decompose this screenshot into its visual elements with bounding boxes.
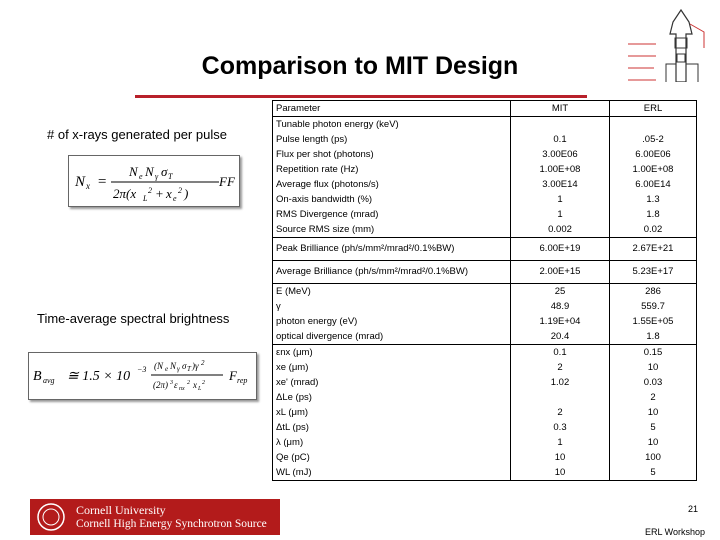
svg-text:e: e — [173, 194, 177, 203]
erl-value-cell: 10 — [610, 360, 697, 375]
table-row — [273, 238, 697, 261]
table-row — [273, 299, 697, 314]
svg-text:L: L — [143, 194, 148, 203]
mit-value-cell: 6.00E+19 — [511, 238, 610, 261]
svg-text:(N: (N — [154, 361, 163, 371]
svg-text:3: 3 — [170, 380, 173, 386]
erl-value-cell: 2 — [610, 390, 697, 405]
table-row — [273, 345, 697, 361]
svg-text:FF: FF — [219, 174, 235, 189]
parameter-cell: Tunable photon energy (keV) — [273, 117, 511, 133]
table-row — [273, 284, 697, 300]
erl-value-cell: 5.23E+17 — [610, 261, 697, 284]
mit-value-cell — [511, 390, 610, 405]
parameter-cell: Average Brilliance (ph/s/mm²/mrad²/0.1%BW) — [273, 261, 511, 284]
table-row — [273, 261, 697, 284]
erl-value-cell: 6.00E14 — [610, 177, 697, 192]
mit-value-cell: 1 — [511, 192, 610, 207]
parameter-cell: xe (μm) — [273, 360, 511, 375]
svg-text:=: = — [97, 174, 108, 190]
svg-text:B: B — [33, 369, 42, 384]
slide-title: Comparison to MIT Design — [201, 52, 519, 80]
svg-text:N: N — [145, 164, 154, 179]
svg-text:2: 2 — [148, 186, 152, 195]
svg-text:γ: γ — [155, 172, 159, 181]
parameter-cell: Source RMS size (mm) — [273, 222, 511, 238]
erl-value-cell: 1.3 — [610, 192, 697, 207]
table-row — [273, 177, 697, 192]
svg-text:x: x — [86, 181, 90, 191]
erl-value-cell: 1.8 — [610, 329, 697, 345]
mit-value-cell: 1 — [511, 207, 610, 222]
erl-value-cell: 0.02 — [610, 222, 697, 238]
erl-value-cell: 559.7 — [610, 299, 697, 314]
svg-text:2π(x: 2π(x — [113, 186, 137, 201]
parameter-cell: Average flux (photons/s) — [273, 177, 511, 192]
parameter-cell: E (MeV) — [273, 284, 511, 300]
mit-value-cell: 0.1 — [511, 345, 610, 361]
svg-text:N: N — [170, 361, 177, 371]
parameter-cell: On-axis bandwidth (%) — [273, 192, 511, 207]
svg-text:T: T — [187, 365, 191, 373]
table-row — [273, 329, 697, 345]
svg-text:2: 2 — [201, 359, 205, 367]
svg-text:N: N — [75, 174, 86, 190]
cornell-logo — [30, 499, 280, 535]
table-row — [273, 420, 697, 435]
table-row — [273, 375, 697, 390]
table-row — [273, 435, 697, 450]
mit-value-cell: 1.02 — [511, 375, 610, 390]
svg-text:e: e — [139, 172, 143, 181]
erl-value-cell: 1.00E+08 — [610, 162, 697, 177]
logo-line1: Cornell University — [76, 503, 166, 517]
erl-value-cell — [610, 117, 697, 133]
table-row — [273, 450, 697, 465]
svg-text:x: x — [166, 186, 172, 201]
svg-text:(2π): (2π) — [153, 380, 169, 390]
svg-text:σ: σ — [161, 164, 168, 179]
svg-text:): ) — [184, 186, 189, 201]
clock-tower-icon — [626, 4, 708, 82]
erl-value-cell: 0.15 — [610, 345, 697, 361]
svg-text:N: N — [129, 164, 138, 179]
mit-value-cell: 0.002 — [511, 222, 610, 238]
svg-text:avg: avg — [43, 376, 55, 385]
svg-text:T: T — [168, 172, 173, 181]
table-row — [273, 465, 697, 481]
erl-value-cell: 6.00E06 — [610, 147, 697, 162]
erl-value-cell: 5 — [610, 465, 697, 481]
erl-value-cell: 10 — [610, 435, 697, 450]
parameter-cell: Pulse length (ps) — [273, 132, 511, 147]
parameter-cell: xe' (mrad) — [273, 375, 511, 390]
mit-value-cell: 2 — [511, 360, 610, 375]
erl-value-cell: 2.67E+21 — [610, 238, 697, 261]
mit-value-cell: 3.00E06 — [511, 147, 610, 162]
erl-value-cell: 286 — [610, 284, 697, 300]
xray-count-formula — [68, 155, 240, 207]
mit-value-cell: 48.9 — [511, 299, 610, 314]
mit-value-cell: 1 — [511, 435, 610, 450]
erl-value-cell: .05-2 — [610, 132, 697, 147]
svg-text:+: + — [155, 186, 164, 201]
table-row — [273, 405, 697, 420]
erl-value-cell: 100 — [610, 450, 697, 465]
parameter-cell: xL (μm) — [273, 405, 511, 420]
parameter-cell: Peak Brilliance (ph/s/mm²/mrad²/0.1%BW) — [273, 238, 511, 261]
svg-text:L: L — [198, 386, 202, 392]
parameter-cell: Flux per shot (photons) — [273, 147, 511, 162]
mit-value-cell — [511, 117, 610, 133]
slide-number: 21 — [688, 504, 699, 514]
svg-text:)γ: )γ — [192, 361, 199, 371]
mit-value-cell: MIT — [511, 101, 610, 117]
erl-value-cell: 5 — [610, 420, 697, 435]
erl-value-cell: 0.03 — [610, 375, 697, 390]
parameter-cell: ΔLe (ps) — [273, 390, 511, 405]
mit-value-cell: 10 — [511, 465, 610, 481]
table-row — [273, 360, 697, 375]
parameter-cell: Qe (pC) — [273, 450, 511, 465]
table-row — [273, 207, 697, 222]
comparison-table — [272, 100, 697, 481]
parameter-cell: RMS Divergence (mrad) — [273, 207, 511, 222]
svg-text:nx: nx — [179, 386, 185, 392]
brightness-label: Time-average spectral brightness — [37, 311, 230, 326]
table-row — [273, 314, 697, 329]
parameter-cell: λ (μm) — [273, 435, 511, 450]
erl-value-cell: 10 — [610, 405, 697, 420]
workshop-label: ERL Workshop — [645, 527, 706, 537]
svg-text:2: 2 — [202, 380, 205, 386]
mit-value-cell: 10 — [511, 450, 610, 465]
mit-value-cell: 1.19E+04 — [511, 314, 610, 329]
svg-text:e: e — [165, 365, 169, 373]
mit-value-cell: 0.1 — [511, 132, 610, 147]
svg-text:rep: rep — [237, 376, 248, 385]
svg-text:ε: ε — [174, 380, 178, 390]
svg-text:F: F — [229, 368, 237, 383]
parameter-cell: ΔtL (ps) — [273, 420, 511, 435]
cornell-seal-icon — [36, 502, 66, 532]
parameter-cell: optical divergence (mrad) — [273, 329, 511, 345]
svg-text:−3: −3 — [137, 365, 147, 374]
table-row — [273, 162, 697, 177]
svg-text:2: 2 — [187, 380, 190, 386]
svg-text:x: x — [193, 380, 197, 390]
erl-value-cell: ERL — [610, 101, 697, 117]
logo-line2: Cornell High Energy Synchrotron Source — [76, 518, 267, 530]
erl-value-cell: 1.8 — [610, 207, 697, 222]
table-row — [273, 390, 697, 405]
mit-value-cell: 20.4 — [511, 329, 610, 345]
table-row — [273, 147, 697, 162]
parameter-cell: γ — [273, 299, 511, 314]
mit-value-cell: 2 — [511, 405, 610, 420]
mit-value-cell: 1.00E+08 — [511, 162, 610, 177]
erl-value-cell: 1.55E+05 — [610, 314, 697, 329]
table-row — [273, 101, 697, 117]
parameter-cell: WL (mJ) — [273, 465, 511, 481]
mit-value-cell: 2.00E+15 — [511, 261, 610, 284]
svg-text:2: 2 — [178, 186, 182, 195]
mit-value-cell: 3.00E14 — [511, 177, 610, 192]
mit-value-cell: 25 — [511, 284, 610, 300]
mit-value-cell: 0.3 — [511, 420, 610, 435]
parameter-cell: photon energy (eV) — [273, 314, 511, 329]
xrays-label: # of x-rays generated per pulse — [47, 127, 227, 142]
parameter-cell: εnx (μm) — [273, 345, 511, 361]
title-underline — [135, 95, 587, 98]
svg-text:≅ 1.5 × 10: ≅ 1.5 × 10 — [67, 369, 131, 384]
table-row — [273, 132, 697, 147]
parameter-cell: Parameter — [273, 101, 511, 117]
svg-text:σ: σ — [182, 361, 187, 371]
table-row — [273, 222, 697, 238]
parameter-cell: Repetition rate (Hz) — [273, 162, 511, 177]
table-row — [273, 117, 697, 133]
brightness-formula — [28, 352, 257, 400]
svg-text:γ: γ — [177, 365, 180, 373]
table-row — [273, 192, 697, 207]
